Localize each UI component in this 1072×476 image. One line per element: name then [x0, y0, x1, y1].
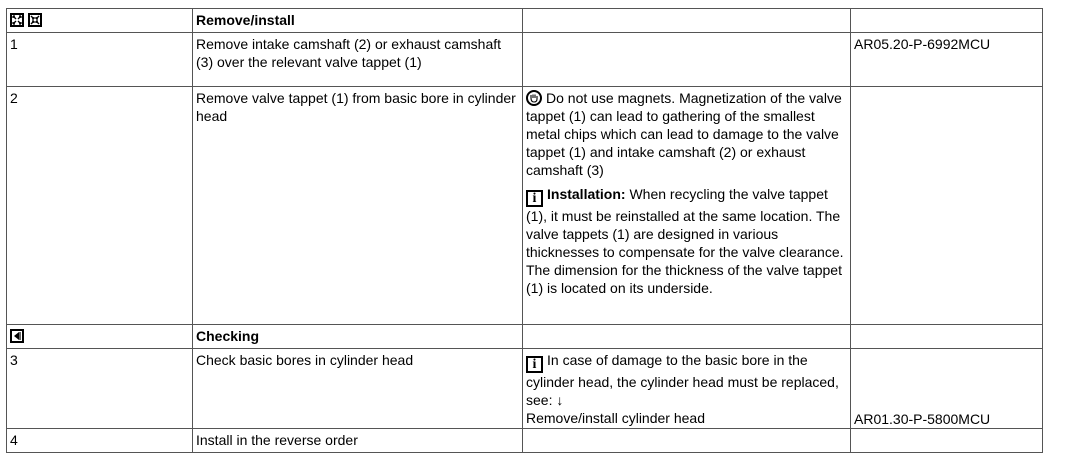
section-heading: Checking — [193, 325, 523, 349]
reference-cell — [851, 349, 1043, 429]
step-row-1 — [7, 33, 1043, 87]
info-text: In case of damage to the basic bore in the cylinder head, the cylinder head must be replaced, see: — [526, 352, 839, 408]
step-row-3 — [7, 349, 1043, 429]
checking-icon — [10, 329, 24, 343]
step-text: Check basic bores in cylinder head — [193, 349, 523, 429]
empty-cell — [523, 429, 851, 453]
step-reference-link[interactable]: AR01.30-P-5800MCU — [854, 411, 991, 427]
section-row-checking — [7, 325, 1043, 349]
empty-cell — [523, 325, 851, 349]
info-label: Installation: — [547, 186, 626, 202]
empty-cell — [851, 429, 1043, 453]
empty-cell — [851, 9, 1043, 33]
caution-text: Do not use magnets. Magnetization of the valve tappet (1) can lead to gathering of the smallest metal chips which can lead to damage to the valve tappet (1) and intake camshaft (2) or exhaust camshaft (3) — [526, 90, 842, 178]
link-line — [526, 409, 847, 427]
info-text: When recycling the valve tappet (1), it must be reinstalled at the same location. The valve tappets (1) are designed in various thicknesses to compensate for the valve clearance. The dimension for the thickness of the valve tappet (1) is located on its underside. — [526, 186, 844, 296]
section-row-remove-install — [7, 9, 1043, 33]
info-note — [526, 351, 847, 409]
info-icon: i — [526, 190, 543, 207]
caution-icon — [526, 90, 542, 106]
install-icon — [28, 13, 42, 27]
remove-icon — [10, 13, 24, 27]
empty-cell — [851, 87, 1043, 325]
cross-reference-link[interactable]: Remove/install cylinder head — [526, 410, 705, 426]
step-row-2 — [7, 87, 1043, 325]
empty-cell — [851, 325, 1043, 349]
section-icons-cell — [7, 9, 193, 33]
step-notes-cell — [523, 349, 851, 429]
step-number: 4 — [7, 429, 193, 453]
step-text: Remove intake camshaft (2) or exhaust camshaft (3) over the relevant valve tappet (1) — [193, 33, 523, 87]
empty-cell — [523, 33, 851, 87]
procedure-table — [6, 8, 1043, 453]
info-icon: i — [526, 356, 543, 373]
arrow-down-icon: ↓ — [556, 392, 564, 408]
step-notes-cell — [523, 87, 851, 325]
empty-cell — [523, 9, 851, 33]
step-number: 1 — [7, 33, 193, 87]
step-number: 2 — [7, 87, 193, 325]
section-icons-cell — [7, 325, 193, 349]
step-row-4 — [7, 429, 1043, 453]
step-number: 3 — [7, 349, 193, 429]
section-heading: Remove/install — [193, 9, 523, 33]
caution-note — [526, 89, 847, 179]
step-text: Install in the reverse order — [193, 429, 523, 453]
info-note — [526, 185, 847, 297]
step-reference-link[interactable]: AR05.20-P-6992MCU — [851, 33, 1043, 87]
step-text: Remove valve tappet (1) from basic bore in cylinder head — [193, 87, 523, 325]
